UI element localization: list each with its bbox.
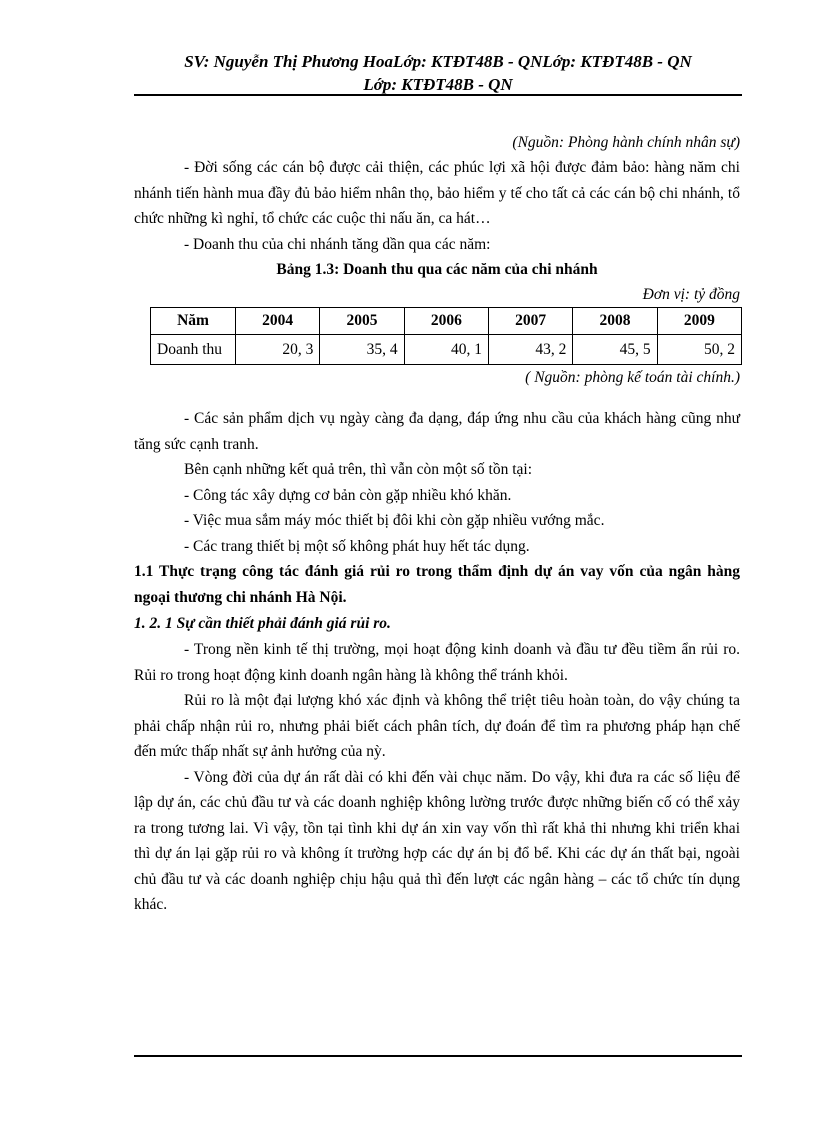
- revenue-value: 40, 1: [404, 335, 488, 365]
- header-line-2: Lớp: KTĐT48B - QN: [363, 75, 513, 94]
- paragraph-products: - Các sản phẩm dịch vụ ngày càng đa dạng, đáp ứng nhu cầu của khách hàng cũng như tăng sức cạnh tranh.: [134, 410, 740, 453]
- revenue-value: 43, 2: [488, 335, 572, 365]
- page-header: [134, 50, 742, 96]
- paragraph-risk-quantity: Rủi ro là một đại lượng khó xác định và không thể triệt tiêu hoàn toàn, do vậy chúng ta phải chấp nhận rủi ro, nhưng phải biết cách phân tích, dự đoán để tìm ra phương pháp hạn chế đến mức thấp nhất sự ảnh hưởng của nỳ.: [134, 692, 740, 760]
- paragraph-project-lifecycle: - Vòng đời của dự án rất dài có khi đến vài chục năm. Do vậy, khi đưa ra các số liệu để lập dự án, các chủ đầu tư và các doanh nghiệp không lường trước được những biến cố có thể xảy ra trong tương lai. Vì vậy, tồn tại tình khi dự án xin vay vốn thì rất khả thi nhưng khi triển khai thì dự án lại gặp rủi ro và không ít trường hợp các dự án bị đổ bể. Khi các dự án thất bại, ngoài chủ đầu tư và các doanh nghiệp chịu hậu quả thì đến lượt các ngân hàng – các tổ chức tín dụng khác.: [134, 768, 740, 913]
- subsection-heading: 1. 2. 1 Sự cần thiết phải đánh giá rủi ro.: [134, 615, 391, 632]
- paragraph-risk-market: - Trong nền kinh tế thị trường, mọi hoạt động kinh doanh và đầu tư đều tiềm ẩn rủi ro. Rủi ro trong hoạt động kinh doanh ngân hàng là không thể tránh khỏi.: [134, 641, 740, 684]
- paragraph-welfare: - Đời sống các cán bộ được cải thiện, các phúc lợi xã hội được đảm bảo: hàng năm chi nhánh tiến hành mua đầy đủ bảo hiểm nhân thọ, bảo hiểm y tế cho tất cả các cán bộ chi nhánh, tổ chức những kì nghỉ, tổ chức các cuộc thi nấu ăn, ca hát…: [134, 159, 740, 227]
- page-body: [134, 130, 740, 918]
- paragraph-revenue-intro: - Doanh thu của chi nhánh tăng dần qua các năm:: [184, 235, 491, 253]
- table-caption: Bảng 1.3: Doanh thu qua các năm của chi nhánh: [276, 261, 598, 278]
- header-cell-year: 2008: [573, 308, 657, 335]
- spacer: [134, 390, 740, 406]
- revenue-value: 20, 3: [236, 335, 320, 365]
- revenue-value: 45, 5: [573, 335, 657, 365]
- table-unit: Đơn vị: tỷ đồng: [642, 286, 740, 303]
- revenue-value: 35, 4: [320, 335, 404, 365]
- source-note-hr: (Nguồn: Phòng hành chính nhân sự): [512, 134, 740, 151]
- header-cell-year: 2005: [320, 308, 404, 335]
- footer-divider: [134, 1055, 742, 1057]
- header-divider: [134, 94, 742, 96]
- list-item: - Việc mua sắm máy móc thiết bị đôi khi còn gặp nhiều vướng mắc.: [184, 512, 605, 529]
- source-note-accounting: ( Nguồn: phòng kế toán tài chính.): [525, 369, 740, 386]
- header-cell-year: 2007: [488, 308, 572, 335]
- header-line-1: SV: Nguyễn Thị Phương HoaLớp: KTĐT48B - QNLớp: KTĐT48B - QN: [184, 52, 692, 71]
- revenue-table: [150, 307, 742, 365]
- table-row-revenue: [151, 335, 742, 365]
- header-cell-year: 2009: [657, 308, 741, 335]
- list-item: - Công tác xây dựng cơ bản còn gặp nhiều khó khăn.: [184, 486, 512, 504]
- section-heading: 1.1 Thực trạng công tác đánh giá rủi ro trong thẩm định dự án vay vốn của ngân hàng ngoại thương chi nhánh Hà Nội.: [134, 563, 740, 606]
- header-cell-year-label: Năm: [151, 308, 236, 335]
- paragraph-issues-intro: Bên cạnh những kết quả trên, thì vẫn còn một số tồn tại:: [184, 461, 533, 478]
- list-item: - Các trang thiết bị một số không phát huy hết tác dụng.: [184, 537, 530, 555]
- revenue-value: 50, 2: [657, 335, 741, 365]
- header-cell-year: 2006: [404, 308, 488, 335]
- header-cell-year: 2004: [236, 308, 320, 335]
- table-header-row: [151, 308, 742, 335]
- row-label-revenue: Doanh thu: [151, 335, 236, 365]
